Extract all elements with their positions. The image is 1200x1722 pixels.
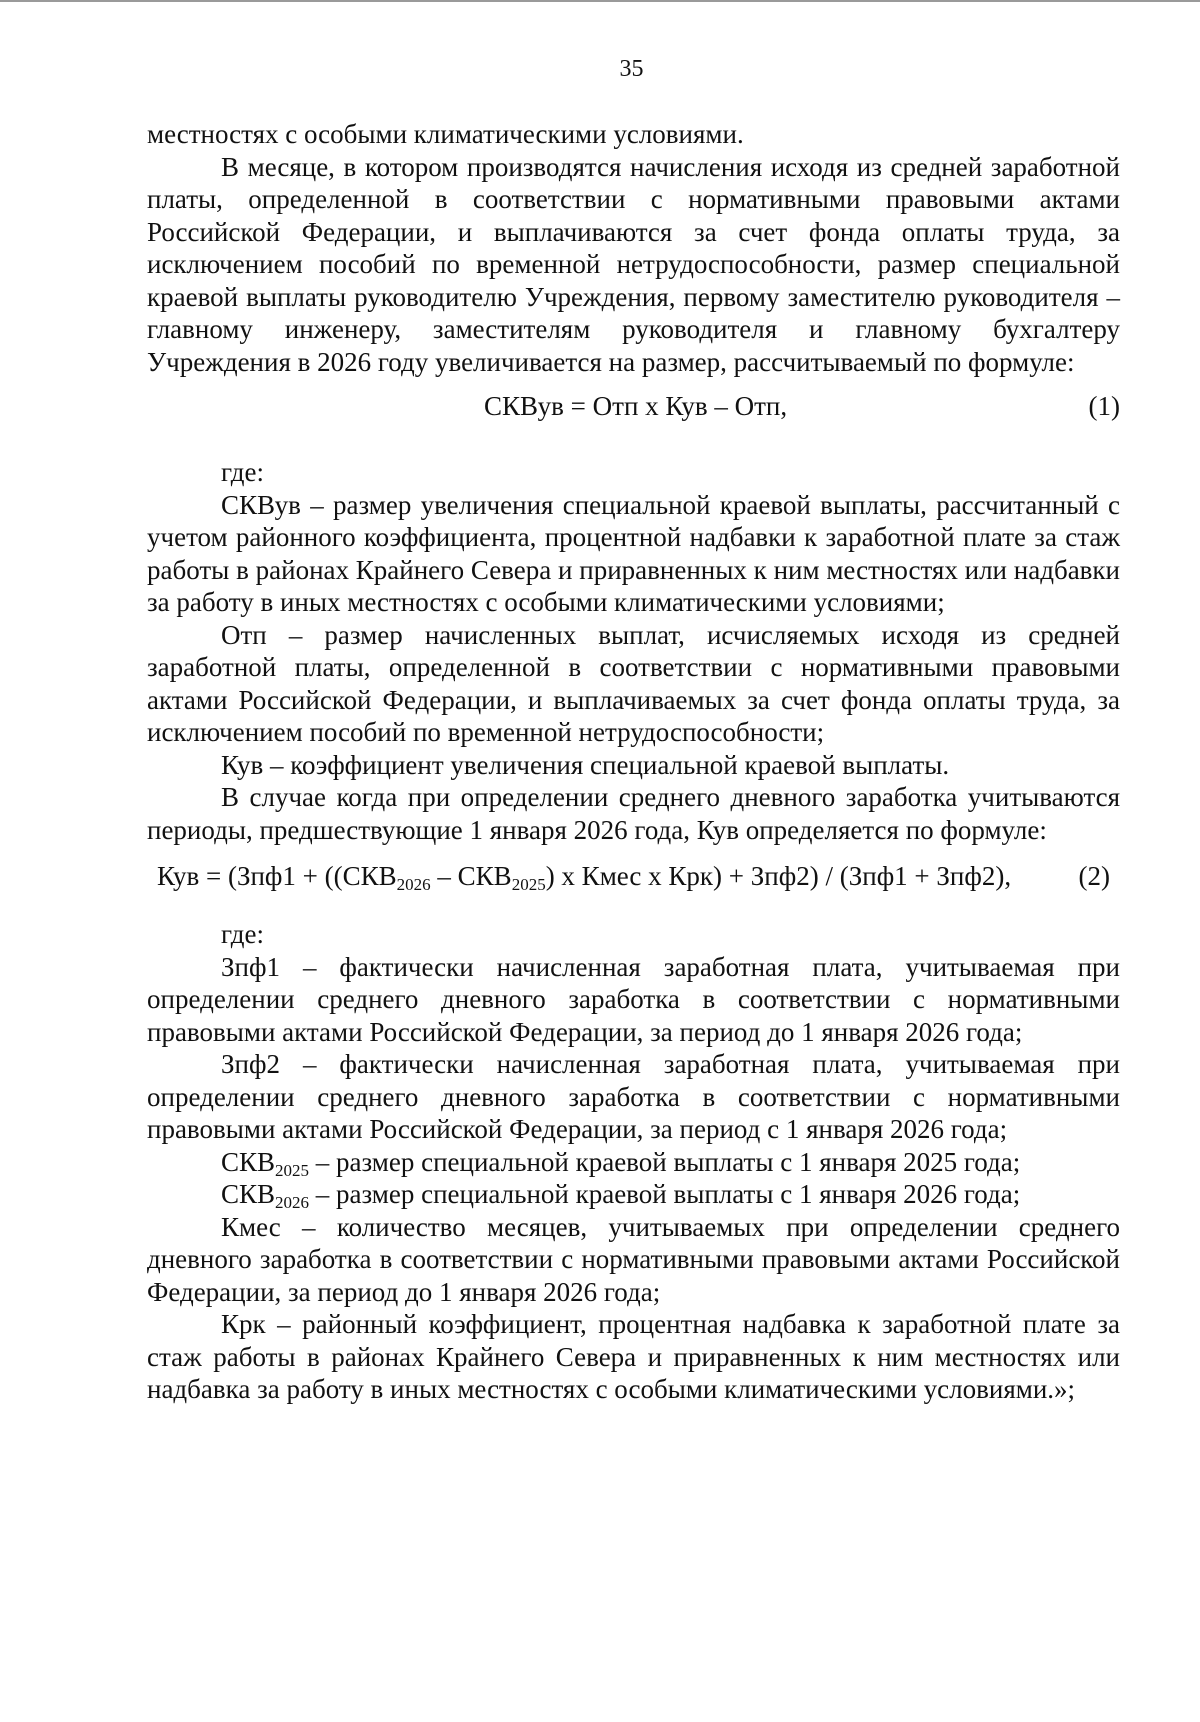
paragraph: В случае когда при определении среднего дневного заработка учитываются периоды, предшествующие 1 января 2026 года, Кув определяется по формуле: bbox=[147, 782, 1120, 845]
formula-1 bbox=[147, 390, 1120, 430]
definition-item: Крк – районный коэффициент, процентная надбавка к заработной плате за стаж работы в районах Крайнего Севера и приравненных к ним местностях или надбавка за работу в иных местностях с особыми климатическими условиями.»; bbox=[147, 1309, 1120, 1404]
definition-item: Отп – размер начисленных выплат, исчисляемых исходя из средней заработной платы, определенной в соответствии с нормативными правовыми актами Российской Федерации, и выплачиваемых за счет фонда оплаты труда, за исключением пособий по временной нетрудоспособности; bbox=[147, 619, 1120, 747]
definition-item: Зпф2 – фактически начисленная заработная плата, учитываемая при определении среднего дневного заработка в соответствии с нормативными правовыми актами Российской Федерации, за период с 1 января 2026 года; bbox=[147, 1049, 1120, 1144]
formula-1-number: (1) bbox=[1088, 391, 1120, 421]
where-label: где: bbox=[221, 457, 264, 487]
scan-top-edge bbox=[0, 0, 1200, 2]
definition-item: СКВув – размер увеличения специальной краевой выплаты, рассчитанный с учетом районного коэффициента, процентной надбавки к заработной плате за стаж работы в районах Крайнего Севера и приравненных к ним местностях или надбавки за работу в иных местностях с особыми климатическими условиями; bbox=[147, 489, 1120, 617]
page-number: 35 bbox=[619, 56, 644, 82]
paragraph: местностях с особыми климатическими условиями. bbox=[147, 119, 744, 149]
definition-item: Зпф1 – фактически начисленная заработная плата, учитываемая при определении среднего дневного заработка в соответствии с нормативными правовыми актами Российской Федерации, за период до 1 января 2026 года; bbox=[147, 951, 1120, 1047]
formula-2 bbox=[147, 860, 1120, 900]
definition-item: Кмес – количество месяцев, учитываемых при определении среднего дневного заработка в соответствии с нормативными правовыми актами Российской Федерации, за период до 1 января 2026 года; bbox=[147, 1211, 1120, 1307]
where-label: где: bbox=[221, 919, 264, 949]
formula-2-number: (2) bbox=[1078, 861, 1110, 891]
definition-item: $СКВ_{2025}$ – размер специальной краевой выплаты с 1 января 2025 года; bbox=[221, 1146, 1021, 1180]
paragraph: В месяце, в котором производятся начисления исходя из средней заработной платы, определенной в соответствии с нормативными правовыми актами Российской Федерации, и выплачиваются за счет фонда оплаты труда, за исключением пособий по временной нетрудоспособности, размер специальной краевой выплаты руководителю Учреждения, первому заместителю руководителя – главному инженеру, заместителям руководителя и главному бухгалтеру Учреждения в 2026 году увеличивается на размер, рассчитываемый по формуле: bbox=[147, 151, 1120, 377]
document-body bbox=[147, 118, 1120, 1406]
formula-1-expression: СКВув = Отп х Кув – Отп, bbox=[484, 391, 788, 421]
definition-item: $СКВ_{2026}$ – размер специальной краевой выплаты с 1 января 2026 года; bbox=[221, 1179, 1021, 1212]
definition-item: Кув – коэффициент увеличения специальной краевой выплаты. bbox=[221, 749, 950, 780]
formula-2-expression: Кув = ($Зпф1 + ((СКВ_{2026} - СКВ_{2025})$ х Кмес х Крк) + Зпф2) / (Зпф1 + Зпф2), bbox=[157, 861, 1012, 894]
